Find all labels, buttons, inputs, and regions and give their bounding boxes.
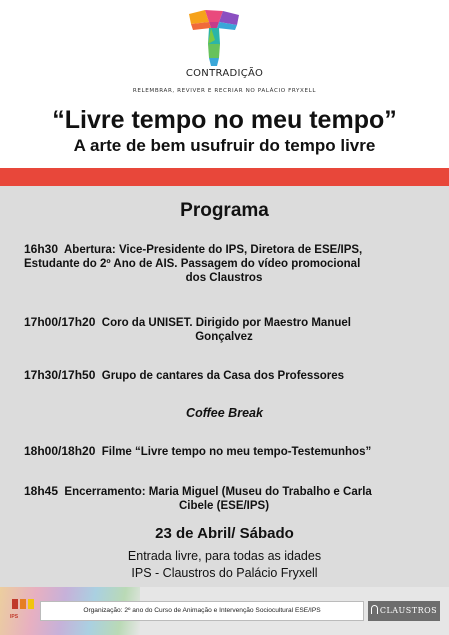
event-subtitle: A arte de bem usufruir do tempo livre [73, 136, 376, 155]
item-text: Gonçalvez [195, 331, 253, 343]
item-time: 18h45 [24, 484, 59, 498]
event-title: “Livre tempo no meu tempo” [52, 106, 397, 134]
item-text: Grupo de cantares da Casa dos Professores [101, 370, 345, 382]
program-item-film [24, 444, 424, 459]
item-text: Coro da UNISET. Dirigido por Maestro Manuel [101, 317, 351, 329]
item-text: Filme “Livre tempo no meu tempo-Testemunhos” [101, 446, 372, 458]
program-title: Programa [180, 200, 269, 221]
coffee-break-label: Coffee Break [186, 406, 263, 420]
item-text: Encerramento: Maria Miguel (Museu do Trabalho e Carla [64, 486, 372, 498]
program-item-opening [24, 242, 424, 285]
organization-credit: Organização: 2º ano do Curso de Animação e Intervenção Sociocultural ESE/IPS [40, 601, 364, 621]
item-time: 16h30 [24, 242, 59, 256]
item-time: 17h30/17h50 [24, 368, 96, 382]
ips-logo-icon [10, 597, 36, 625]
program-item-singers [24, 368, 424, 383]
claustros-logo [368, 601, 440, 621]
item-time: 17h00/17h20 [24, 315, 96, 329]
ips-label: IPS [10, 614, 19, 620]
red-divider-bar [0, 168, 449, 186]
arch-icon [371, 605, 378, 614]
entry-info: Entrada livre, para todas as idades [127, 549, 322, 563]
program-item-choir [24, 315, 424, 344]
item-time: 18h00/18h20 [24, 444, 96, 458]
brand-tagline: RELEMBRAR, REVIVER E RECRIAR NO PALÁCIO FRYXELL [132, 88, 317, 94]
program-item-closing [24, 484, 424, 513]
item-text: Abertura: Vice-Presidente do IPS, Diretora de ESE/IPS, [64, 244, 363, 256]
brand-name: CONTRADIÇÃO [185, 68, 264, 79]
item-text: Cibele (ESE/IPS) [178, 500, 270, 512]
claustros-label: CLAUSTROS [379, 606, 438, 615]
location-info: IPS - Claustros do Palácio Fryxell [131, 566, 318, 580]
event-date: 23 de Abril/ Sábado [155, 525, 294, 542]
item-text: Estudante do 2º Ano de AIS. Passagem do vídeo promocional [24, 258, 361, 270]
contradicao-t-logo-icon [187, 10, 241, 66]
item-text: dos Claustros [185, 272, 263, 284]
